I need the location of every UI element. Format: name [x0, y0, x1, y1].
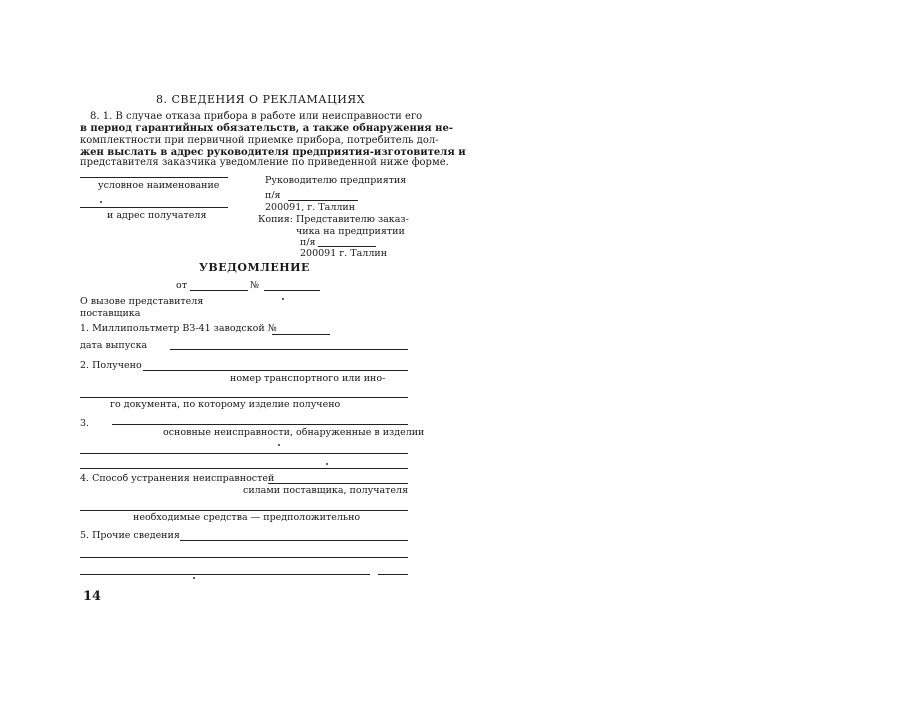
item-3-line [112, 424, 408, 425]
sender-address-caption: и адрес получателя [107, 210, 207, 221]
scan-speck [100, 201, 102, 203]
recipient-line-3: 200091, г. Таллин [265, 202, 356, 213]
sender-address-line [80, 207, 228, 208]
intro-line-5: представителя заказчика уведомление по приведенной ниже форме. [80, 157, 449, 168]
item-1-text: 1. Миллипольтметр ВЗ-41 заводской № [80, 323, 277, 334]
item-4-caption-2: необходимые средства — предположительно [133, 512, 361, 523]
summon-line-2: поставщика [80, 308, 141, 319]
item-5-line-3-end [378, 574, 408, 575]
notice-date-line [190, 290, 248, 291]
item-4-line [268, 483, 408, 484]
item-4-text: 4. Способ устранения неисправностей [80, 473, 275, 484]
scan-speck [278, 444, 280, 446]
item-1-serial-line [272, 334, 330, 335]
item-3-caption: основные неисправности, обнаруженные в изделии [163, 427, 425, 438]
copy-label: Копия: [258, 214, 293, 225]
copy-line-2: чика на предприятии [296, 226, 405, 237]
notice-number-label: № [250, 280, 259, 291]
recipient-line-1: Руководителю предприятия [265, 175, 407, 186]
item-2-line [143, 370, 408, 371]
item-5-line-2 [80, 557, 408, 558]
item-3-text: 3. [80, 418, 90, 429]
copy-line-1: Представителю заказ- [296, 214, 409, 225]
item-3-line-2 [80, 453, 408, 454]
recipient-box-line [288, 200, 358, 201]
item-4-caption-1: силами поставщика, получателя [243, 485, 409, 496]
copy-line-4: 200091 г. Таллин [300, 248, 388, 259]
item-1-date-label: дата выпуска [80, 340, 148, 351]
summon-line-1: О вызове представителя [80, 296, 204, 307]
sender-name-line [80, 177, 228, 178]
item-5-line-3 [80, 574, 370, 575]
copy-line-3: п/я [300, 237, 316, 248]
notice-title: УВЕДОМЛЕНИЕ [199, 261, 310, 274]
item-5-text: 5. Прочие сведения [80, 530, 180, 541]
intro-line-2: в период гарантийных обязательств, а также обнаружения не- [80, 123, 453, 134]
sender-name-caption: условное наименование [98, 180, 220, 191]
recipient-line-2: п/я [265, 190, 281, 201]
item-2-text: 2. Получено [80, 360, 142, 371]
item-4-line-2 [80, 510, 408, 511]
item-3-line-3 [80, 468, 408, 469]
item-1-date-line [170, 349, 408, 350]
item-2-caption-1: номер транспортного или ино- [230, 373, 386, 384]
intro-line-4: жен выслать в адрес руководителя предприятия-изготовителя и [80, 147, 466, 158]
scan-speck [326, 463, 328, 465]
scan-speck [193, 577, 195, 579]
item-2-caption-2: го документа, по которому изделие получено [110, 399, 341, 410]
item-2-line-2 [80, 397, 408, 398]
copy-box-line [318, 246, 376, 247]
intro-line-1: 8. 1. В случае отказа прибора в работе или неисправности его [90, 111, 423, 122]
item-5-line [180, 540, 408, 541]
notice-number-line [264, 290, 320, 291]
section-title: 8. СВЕДЕНИЯ О РЕКЛАМАЦИЯХ [156, 93, 366, 106]
page-number: 14 [83, 589, 102, 604]
intro-line-3: комплектности при первичной приемке прибора, потребитель дол- [80, 135, 439, 146]
notice-from-label: от [176, 280, 187, 291]
scan-speck [282, 298, 284, 300]
